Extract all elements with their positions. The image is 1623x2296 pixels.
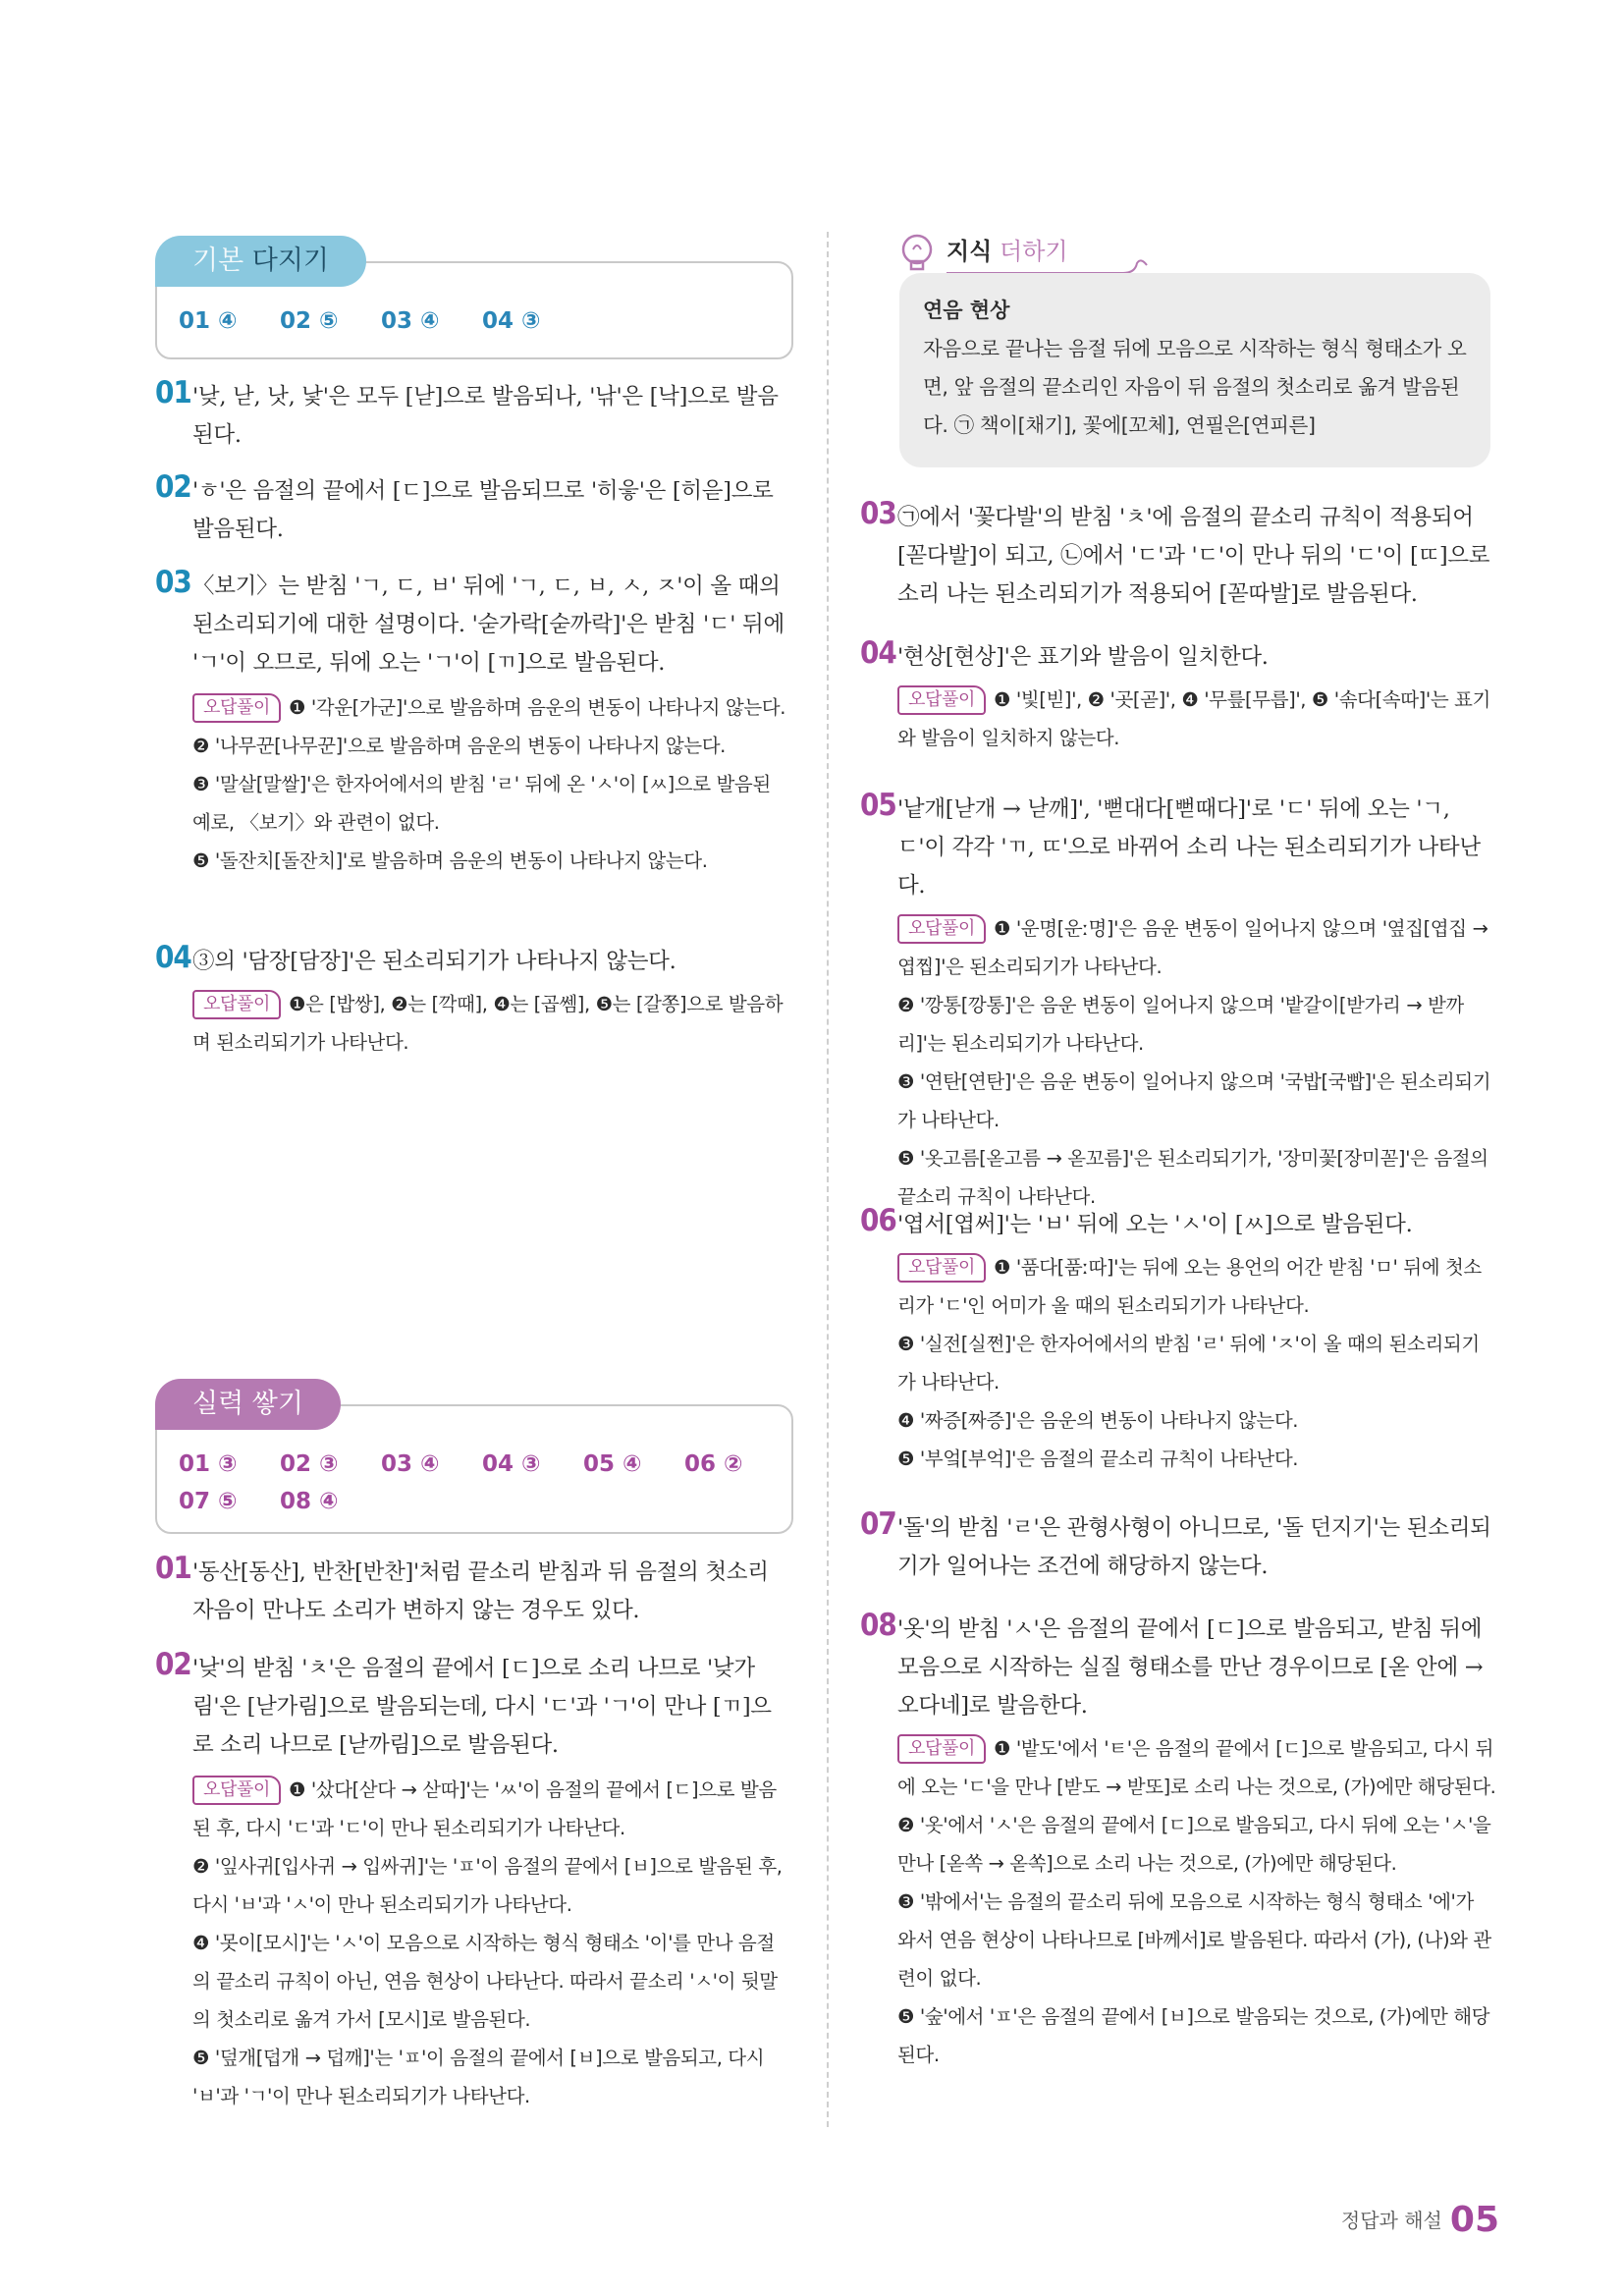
item-text: '돌'의 받침 'ㄹ'은 관형사형이 아니므로, '돌 던지기'는 된소리되기가 일어나는 조건에 해당하지 않는다. [897, 1515, 1491, 1579]
item-text: '엽서[엽써]'는 'ㅂ' 뒤에 오는 'ㅅ'이 [ㅆ]으로 발음된다. [897, 1212, 1413, 1237]
page-number: 05 [1449, 2200, 1499, 2240]
item-number: 07 [860, 1506, 896, 1542]
note-line: ❶은 [밥쌍], ❷는 [깍때], ❹는 [곱쎔], ❺는 [갈쫑]으로 발음하며 된소리되기가 나타난다. [192, 993, 784, 1054]
column-divider [827, 232, 829, 2127]
item-number: 05 [860, 788, 896, 823]
item-number: 01 [155, 375, 191, 410]
right-item-05 [860, 788, 1496, 1216]
note-line: ❶ '빛[빋]', ❷ '곳[곧]', ❹ '무릎[무릅]', ❺ '솎다[속따]'는 표기와 발음이 일치하지 않는다. [897, 688, 1490, 749]
note-line: ❺ '숲'에서 'ㅍ'은 음절의 끝에서 [ㅂ]으로 발음되는 것으로, (가)에만 해당된다. [897, 2005, 1490, 2066]
note-line: ❶ '각운[가군]'으로 발음하며 음운의 변동이 나타나지 않는다. [288, 696, 786, 719]
answer-item: 07 ⑤ [179, 1489, 238, 1514]
item-number: 06 [860, 1203, 896, 1238]
note-line: ❺ '덮개[덥개 → 덥깨]'는 'ㅍ'이 음절의 끝에서 [ㅂ]으로 발음되고, 다시 'ㅂ'과 'ㄱ'이 만나 된소리되기가 나타난다. [192, 2047, 765, 2107]
wrong-answer-note [897, 909, 1496, 986]
practice-title: 실력 쌓기 [192, 1389, 303, 1419]
item-text: ③의 '담장[담장]'은 된소리되기가 나타나지 않는다. [192, 949, 676, 974]
note-line: ❷ '잎사귀[입사귀 → 입싸귀]'는 'ㅍ'이 음절의 끝에서 [ㅂ]으로 발음된 후, 다시 'ㅂ'과 'ㅅ'이 만나 된소리되기가 나타난다. [192, 1855, 783, 1916]
wrong-answer-badge: 오답풀이 [897, 1734, 986, 1764]
knowledge-title-a: 지식 [947, 238, 993, 265]
answer-item: 05 ④ [583, 1451, 642, 1477]
item-number: 02 [155, 469, 191, 505]
basic-item-03 [155, 565, 791, 880]
note-line: ❺ '부엌[부억]'은 음절의 끝소리 규칙이 나타난다. [897, 1448, 1299, 1470]
wrong-answer-badge: 오답풀이 [897, 1253, 986, 1283]
practice-answer-row-2 [179, 1489, 381, 1514]
item-text: 'ㅎ'은 음절의 끝에서 [ㄷ]으로 발음되므로 '히읗'은 [히읃]으로 발음된다. [192, 478, 774, 542]
note-line: ❷ '옷'에서 'ㅅ'은 음절의 끝에서 [ㄷ]으로 발음되고, 다시 뒤에 오는 'ㅅ'을 만나 [옫쏙 → 옫쏙]으로 소리 나는 것으로, (가)에만 해당된다. [897, 1814, 1491, 1875]
item-number: 08 [860, 1608, 896, 1643]
answer-item: 01 ③ [179, 1451, 238, 1477]
note-line: ❶ '밭도'에서 'ㅌ'은 음절의 끝에서 [ㄷ]으로 발음되고, 다시 뒤에 오는 'ㄷ'을 만나 [받도 → 받또]로 소리 나는 것으로, (가)에만 해당된다. [897, 1737, 1496, 1798]
wrong-answer-badge: 오답풀이 [897, 685, 986, 715]
answer-item: 03 ④ [381, 308, 440, 334]
note-line: ❷ '나무꾼[나무꾼]'으로 발음하며 음운의 변동이 나타나지 않는다. [192, 735, 726, 757]
basic-section-tab [155, 236, 366, 287]
item-text: '현상[현상]'은 표기와 발음이 일치한다. [897, 644, 1269, 670]
note-line: ❶ '운명[운ː명]'은 음운 변동이 일어나지 않으며 '옆집[엽집 → 엽찝]'은 된소리되기가 나타난다. [897, 917, 1488, 978]
wrong-answer-badge: 오답풀이 [192, 1776, 281, 1805]
practice-item-02 [155, 1647, 791, 2115]
lightbulb-icon [899, 232, 939, 277]
knowledge-subtitle: 연음 현상 [923, 299, 1010, 322]
right-item-08 [860, 1608, 1496, 2074]
wrong-answer-badge: 오답풀이 [192, 693, 281, 723]
note-line: ❹ '못이[모시]'는 'ㅅ'이 모음으로 시작하는 형식 형태소 '이'를 만나 음절의 끝소리 규칙이 아닌, 연음 현상이 나타난다. 따라서 끝소리 'ㅅ'이 뒷말의 첫소리로 옮겨 가서 [모시]로 발음된다. [192, 1932, 778, 2031]
answer-item: 03 ④ [381, 1451, 440, 1477]
item-number: 01 [155, 1551, 191, 1586]
practice-answer-row-1 [179, 1451, 743, 1477]
note-line: ❺ '돌잔치[돌잔치]'로 발음하며 음운의 변동이 나타나지 않는다. [192, 849, 708, 872]
answer-item: 04 ③ [482, 308, 541, 334]
item-number: 03 [155, 565, 191, 600]
item-text: '낮'의 받침 'ㅊ'은 음절의 끝에서 [ㄷ]으로 소리 나므로 '낮가림'은 [낟가림]으로 발음되는데, 다시 'ㄷ'과 'ㄱ'이 만나 [ㄲ]으로 소리 나므로 [낟까림]으로 발음된다. [192, 1656, 772, 1758]
knowledge-box [899, 273, 1490, 467]
page-footer [1341, 2200, 1499, 2240]
answer-item: 08 ④ [280, 1489, 339, 1514]
item-number: 02 [155, 1647, 191, 1682]
answer-item: 02 ③ [280, 1451, 339, 1477]
note-line: ❸ '말살[말쌀]'은 한자어에서의 받침 'ㄹ' 뒤에 온 'ㅅ'이 [ㅆ]으로 발음된 예로, 〈보기〉와 관련이 없다. [192, 773, 771, 834]
note-line: ❺ '옷고름[옫고름 → 옫꼬름]'은 된소리되기가, '장미꽃[장미꼳]'은 음절의 끝소리 규칙이 나타난다. [897, 1147, 1488, 1208]
practice-section-tab [155, 1379, 341, 1430]
note-line: ❷ '깡통[깡통]'은 음운 변동이 일어나지 않으며 '밭갈이[받가리 → 받까리]'는 된소리되기가 나타난다. [897, 994, 1464, 1055]
wrong-answer-note [897, 1248, 1496, 1325]
basic-title-a: 기본 [192, 246, 244, 276]
right-item-06 [860, 1203, 1496, 1478]
note-line: ❸ '연탄[연탄]'은 음운 변동이 일어나지 않으며 '국밥[국빱]'은 된소리되기가 나타난다. [897, 1070, 1491, 1131]
knowledge-body: 자음으로 끝나는 음절 뒤에 모음으로 시작하는 형식 형태소가 오면, 앞 음절의 끝소리인 자음이 뒤 음절의 첫소리로 옮겨 발음된다. ㉠ 책이[채기], 꽃에[꼬체], 연필은[연피른] [923, 337, 1467, 437]
note-line: ❶ '샀다[삳다 → 삳따]'는 'ㅆ'이 음절의 끝에서 [ㄷ]으로 발음된 후, 다시 'ㄷ'과 'ㄷ'이 만나 된소리되기가 나타난다. [192, 1778, 777, 1839]
item-text: 〈보기〉는 받침 'ㄱ, ㄷ, ㅂ' 뒤에 'ㄱ, ㄷ, ㅂ, ㅅ, ㅈ'이 올 때의 된소리되기에 대한 설명이다. '숟가락[숟까락]'은 받침 'ㄷ' 뒤에 'ㄱ'이 오므로, 뒤에 오는 'ㄱ'이 [ㄲ]으로 발음된다. [192, 574, 784, 676]
answer-item: 01 ④ [179, 308, 238, 334]
basic-item-02 [155, 469, 791, 549]
wrong-answer-note [897, 681, 1496, 757]
note-line: ❸ '실전[실쩐]'은 한자어에서의 받침 'ㄹ' 뒤에 'ㅈ'이 올 때의 된소리되기가 나타난다. [897, 1333, 1480, 1394]
item-number: 03 [860, 496, 896, 531]
item-number: 04 [860, 635, 896, 671]
practice-item-01 [155, 1551, 791, 1630]
item-text: ㉠에서 '꽃다발'의 받침 'ㅊ'에 음절의 끝소리 규칙이 적용되어 [꼳다발]이 되고, ㉡에서 'ㄷ'과 'ㄷ'이 만나 뒤의 'ㄷ'이 [ㄸ]으로 소리 나는 된소리되기가 적용되어 [꼳따발]로 발음된다. [897, 505, 1490, 607]
wrong-answer-note [897, 1729, 1496, 1806]
basic-item-04 [155, 940, 791, 1062]
note-line: ❶ '품다[품ː따]'는 뒤에 오는 용언의 어간 받침 'ㅁ' 뒤에 첫소리가 'ㄷ'인 어미가 올 때의 된소리되기가 나타난다. [897, 1256, 1482, 1317]
item-text: '낱개[낟개 → 낟깨]', '뻗대다[뻗때다]'로 'ㄷ' 뒤에 오는 'ㄱ, ㄷ'이 각각 'ㄲ, ㄸ'으로 바뀌어 소리 나는 된소리되기가 나타난다. [897, 796, 1481, 899]
answer-item: 04 ③ [482, 1451, 541, 1477]
basic-answer-row [179, 308, 583, 334]
item-text: '동산[동산], 반찬[반찬]'처럼 끝소리 받침과 뒤 음절의 첫소리 자음이 만나도 소리가 변하지 않는 경우도 있다. [192, 1559, 769, 1623]
item-number: 04 [155, 940, 191, 975]
item-text: '낮, 낟, 낫, 낯'은 모두 [낟]으로 발음되나, '낚'은 [낙]으로 발음된다. [192, 384, 779, 448]
basic-title-b: 다지기 [243, 246, 330, 276]
wrong-answer-badge: 오답풀이 [192, 990, 281, 1019]
answer-item: 02 ⑤ [280, 308, 339, 334]
wrong-answer-note [192, 688, 791, 727]
wrong-answer-badge: 오답풀이 [897, 914, 986, 944]
right-item-04 [860, 635, 1496, 757]
right-item-03 [860, 496, 1496, 614]
item-text: '옷'의 받침 'ㅅ'은 음절의 끝에서 [ㄷ]으로 발음되고, 받침 뒤에 모음으로 시작하는 실질 형태소를 만난 경우이므로 [옫 안에 → 오다네]로 발음한다. [897, 1616, 1484, 1719]
answer-item: 06 ② [684, 1451, 743, 1477]
right-item-07 [860, 1506, 1496, 1586]
footer-label: 정답과 해설 [1340, 2209, 1442, 2232]
wrong-answer-note [192, 985, 791, 1062]
wrong-answer-note [192, 1771, 791, 1847]
basic-item-01 [155, 375, 791, 455]
note-line: ❸ '밖에서'는 음절의 끝소리 뒤에 모음으로 시작하는 형식 형태소 '에'가 와서 연음 현상이 나타나므로 [바께서]로 발음된다. 따라서 (가), (나)와 관련이 없다. [897, 1890, 1491, 1990]
knowledge-title-b: 더하기 [992, 238, 1068, 265]
note-line: ❹ '짜증[짜증]'은 음운의 변동이 나타나지 않는다. [897, 1409, 1299, 1432]
